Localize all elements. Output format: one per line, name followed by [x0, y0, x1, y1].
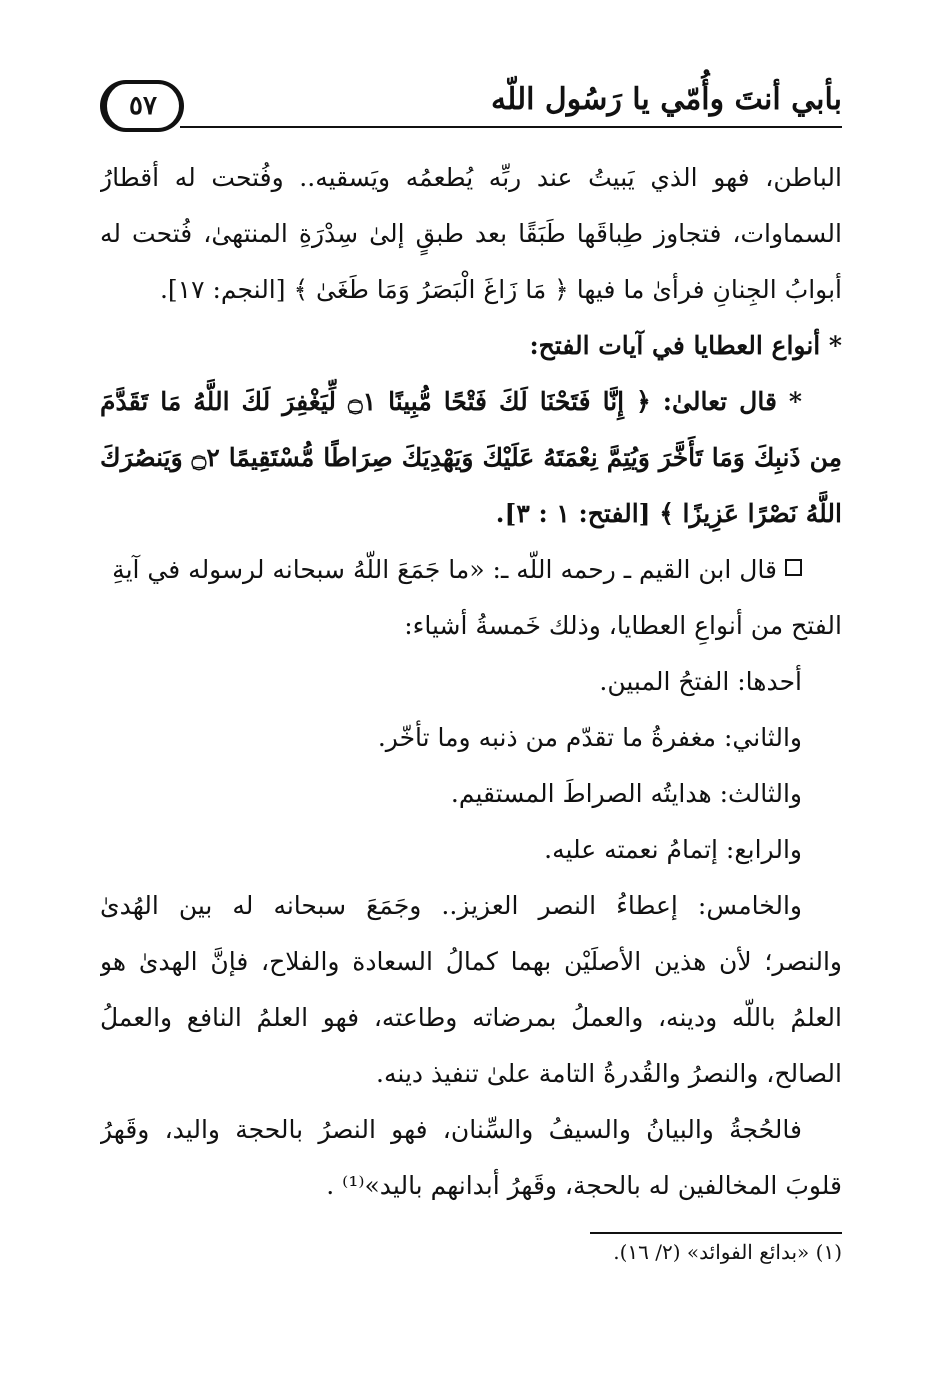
list-item: أحدها: الفتحُ المبين. [599, 667, 802, 696]
quote-line [100, 542, 842, 598]
square-bullet-icon [785, 559, 802, 576]
running-title: بأبي أنتَ وأُمّي يا رَسُول اللّه [490, 82, 842, 117]
text-line: الباطن، فهو الذي يَبيتُ عند ربِّه يُطعمُه ويَسقيه.. وفُتحت له أقطارُ [100, 163, 842, 192]
text-line: قلوبَ المخالفين له بالحجة، وقَهرُ أبدانهم باليد»⁽¹⁾ . [326, 1171, 842, 1200]
page-header [100, 80, 842, 140]
section-heading: * أنواع العطايا في آيات الفتح: [529, 331, 842, 360]
footnote: (١) «بدائع الفوائد» (٢/ ١٦). [613, 1240, 842, 1264]
page-number: ٥٧ [129, 91, 157, 121]
text-line: والنصر؛ لأن هذين الأصلَيْن بهما كمالُ السعادة والفلاح، فإنَّ الهدىٰ هو [100, 947, 842, 976]
list-item: والرابع: إتمامُ نعمته عليه. [544, 835, 802, 864]
quran-verse-line: مِن ذَنبِكَ وَمَا تَأَخَّرَ وَيُتِمَّ نِعْمَتَهُ عَلَيْكَ وَيَهْدِيَكَ صِرَاطًا مُّسْتَقِيمًا ۝٢ وَيَنصُرَكَ [100, 443, 842, 472]
list-item: والثاني: مغفرةُ ما تقدّم من ذنبه وما تأخّر. [377, 723, 802, 752]
page-number-frame [100, 80, 184, 132]
list-item: والخامس: إعطاءُ النصر العزيز.. وجَمَعَ سبحانه له بين الهُدىٰ [100, 891, 802, 920]
quote-line-text: قال ابن القيم ـ رحمه اللّه ـ: «ما جَمَعَ اللّهُ سبحانه لرسوله في آيةِ [112, 555, 777, 584]
text-line: فالحُجةُ والبيانُ والسيفُ والسِّنان، فهو النصرُ بالحجة واليد، وقَهرُ [100, 1115, 802, 1144]
text-line: السماوات، فتجاوز طِباقَها طَبَقًا بعد طبقٍ إلىٰ سِدْرَةِ المنتهىٰ، فُتحت له [100, 219, 842, 248]
text-line: الفتح من أنواعِ العطايا، وذلك خَمسةُ أشياء: [404, 611, 842, 640]
main-text [100, 150, 842, 1214]
text-line: أبوابُ الجِنانِ فرأىٰ ما فيها ﴿ مَا زَاغَ الْبَصَرُ وَمَا طَغَىٰ ﴾ [النجم: ١٧]. [159, 275, 842, 304]
quran-verse-line: اللَّهُ نَصْرًا عَزِيزًا ﴾ [الفتح: ١ : ٣]. [495, 499, 842, 528]
text-line: العلمُ باللّه ودينه، والعملُ بمرضاته وطاعته، فهو العلمُ النافع والعملُ [100, 1003, 842, 1032]
header-rule [180, 126, 842, 128]
quran-verse-line: * قال تعالىٰ: ﴿ إِنَّا فَتَحْنَا لَكَ فَتْحًا مُّبِينًا ۝١ لِّيَغْفِرَ لَكَ اللَّهُ مَا تَقَدَّمَ [100, 387, 802, 416]
footnote-rule [590, 1232, 842, 1234]
text-line: الصالح، والنصرُ والقُدرةُ التامة علىٰ تنفيذ دينه. [376, 1059, 842, 1088]
list-item: والثالث: هدايتُه الصراطَ المستقيم. [450, 779, 802, 808]
